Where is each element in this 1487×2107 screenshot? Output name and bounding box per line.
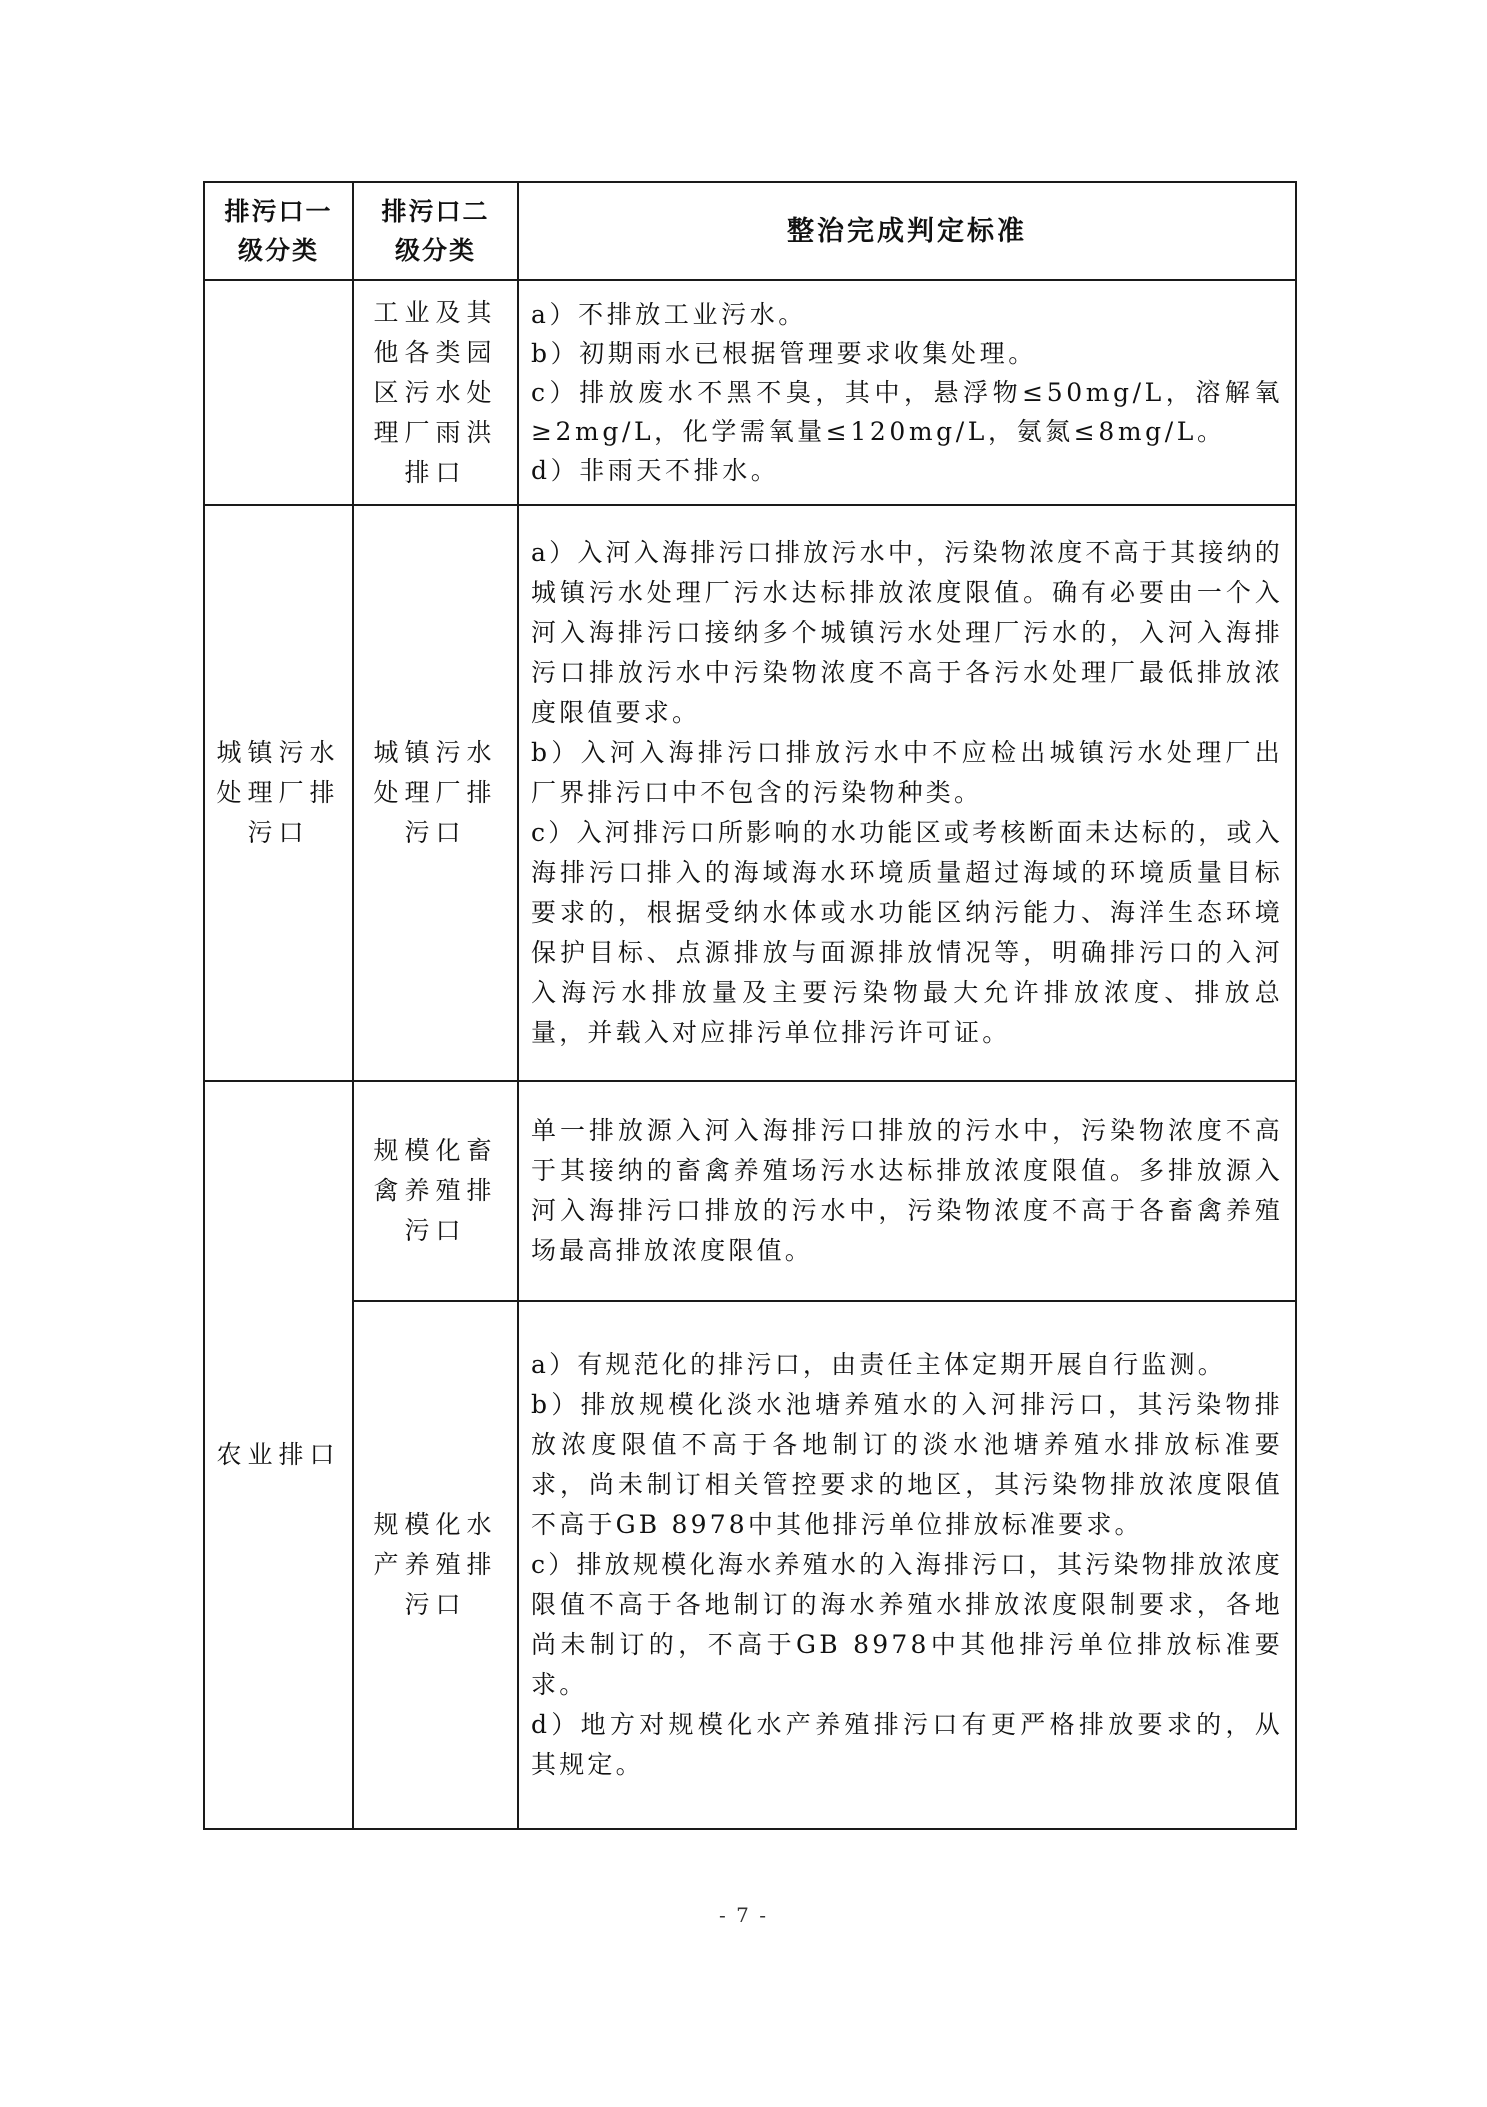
- header-primary-category: 排污口一级分类: [204, 182, 353, 280]
- primary-category-cell: [204, 280, 353, 505]
- criteria-item: a）有规范化的排污口，由责任主体定期开展自行监测。: [531, 1350, 1226, 1379]
- header-completion-criteria: 整治完成判定标准: [518, 182, 1296, 280]
- criteria-cell: [518, 1301, 1296, 1829]
- criteria-item: c）入河排污口所影响的水功能区或考核断面未达标的，或入海排污口排入的海域海水环境质量超过海域的环境质量目标要求的，根据受纳水体或水功能区纳污能力、海洋生态环境保护目标、点源排放与面源排放情况等，明确排污口的入河入海污水排放量及主要污染物最大允许排放浓度、排放总量，并载入对应排污单位排污许可证。: [531, 818, 1283, 1047]
- table-header-row: [204, 182, 1296, 280]
- table-row: [204, 280, 1296, 505]
- criteria-item: b）入河入海排污口排放污水中不应检出城镇污水处理厂出厂界排污口中不包含的污染物种类。: [531, 738, 1283, 807]
- table-row: [204, 505, 1296, 1081]
- criteria-cell: [518, 280, 1296, 505]
- primary-category-cell: 城镇污水处理厂排污口: [204, 505, 353, 1081]
- header-secondary-category: 排污口二级分类: [353, 182, 518, 280]
- table-row: [204, 1081, 1296, 1301]
- secondary-category-cell: 城镇污水处理厂排污口: [353, 505, 518, 1081]
- criteria-item: b）排放规模化淡水池塘养殖水的入河排污口，其污染物排放浓度限值不高于各地制订的淡水池塘养殖水排放标准要求，尚未制订相关管控要求的地区，其污染物排放浓度限值不高于GB 8978中其他排污单位排放标准要求。: [531, 1390, 1283, 1539]
- criteria-item: d）地方对规模化水产养殖排污口有更严格排放要求的，从其规定。: [531, 1710, 1283, 1779]
- primary-category-cell: 农业排口: [204, 1081, 353, 1829]
- criteria-item: a）入河入海排污口排放污水中，污染物浓度不高于其接纳的城镇污水处理厂污水达标排放浓度限值。确有必要由一个入河入海排污口接纳多个城镇污水处理厂污水的，入河入海排污口排放污水中污染物浓度不高于各污水处理厂最低排放浓度限值要求。: [531, 538, 1283, 727]
- criteria-item: 单一排放源入河入海排污口排放的污水中，污染物浓度不高于其接纳的畜禽养殖场污水达标排放浓度限值。多排放源入河入海排污口排放的污水中，污染物浓度不高于各畜禽养殖场最高排放浓度限值。: [531, 1116, 1283, 1265]
- secondary-category-cell: 规模化畜禽养殖排污口: [353, 1081, 518, 1301]
- secondary-category-cell: 工业及其他各类园区污水处理厂雨洪排口: [353, 280, 518, 505]
- page-number: - 7 -: [719, 1903, 768, 1927]
- criteria-item: a）不排放工业污水。: [531, 300, 807, 329]
- criteria-item: d）非雨天不排水。: [531, 456, 780, 485]
- table-row: [204, 1301, 1296, 1829]
- criteria-item: c）排放规模化海水养殖水的入海排污口，其污染物排放浓度限值不高于各地制订的海水养殖水排放浓度限制要求，各地尚未制订的，不高于GB 8978中其他排污单位排放标准要求。: [531, 1550, 1283, 1699]
- secondary-category-cell: 规模化水产养殖排污口: [353, 1301, 518, 1829]
- remediation-criteria-table: [203, 181, 1297, 1830]
- criteria-item: c）排放废水不黑不臭，其中，悬浮物≤50mg/L，溶解氧≥2mg/L，化学需氧量≤120mg/L，氨氮≤8mg/L。: [531, 378, 1283, 446]
- criteria-cell: [518, 1081, 1296, 1301]
- criteria-cell: [518, 505, 1296, 1081]
- criteria-item: b）初期雨水已根据管理要求收集处理。: [531, 339, 1037, 368]
